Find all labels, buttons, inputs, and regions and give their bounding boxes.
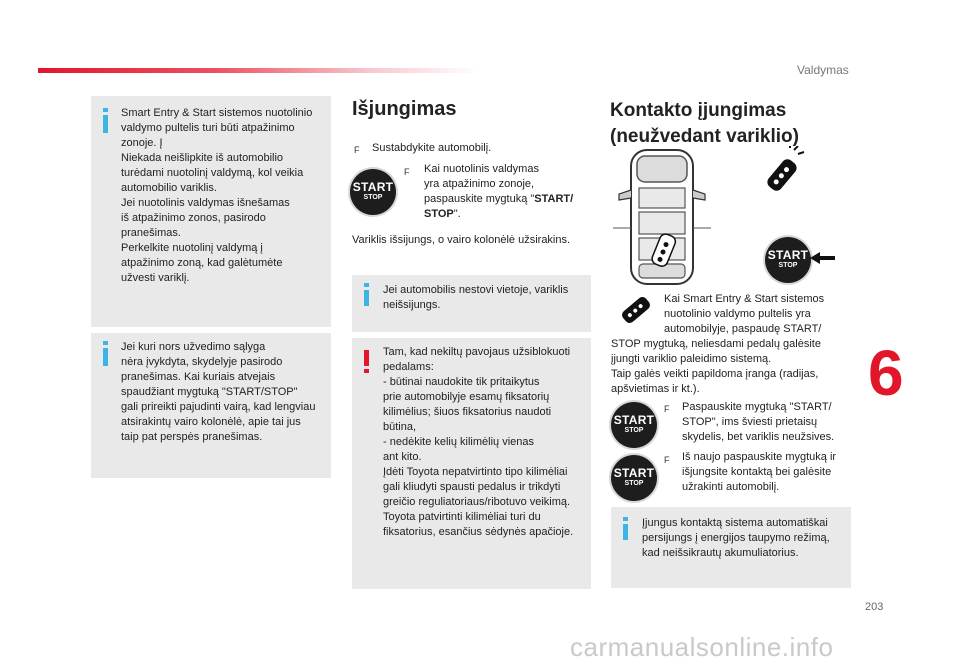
page-number: 203 (865, 601, 884, 613)
key-fob-icon (756, 146, 808, 204)
bullet-icon: F (404, 167, 410, 177)
key-fob-icon (616, 292, 656, 328)
start-stop-button-icon: START STOP (350, 169, 396, 215)
step-stop-vehicle: Sustabdykite automobilį. (372, 142, 492, 154)
warning-floor-mats-text: Tam, kad nekiltų pavojaus užsiblokuoti pedalams: - būtinai naudokite tik pritaikytus prie automobilyje esamų fiksatorių kilimėlius; šiuos fiksatorius naudoti būtina, - nedėkite kelių kilimėlių vienas ant kito. Įdėti Toyota nepatvirtinto tipo kilimėliai gali kliudyti spausti pedalus ir trikdyti greičio reguliatoriaus/ribotuvo veikimą. Toyota patvirtinti kilimėliai turi du fiksatorius, esančius sėdynės apačioje. (383, 346, 574, 538)
section-title: Valdymas (797, 63, 849, 77)
step-press-ignition-off: Iš naujo paspauskite mygtuką ir išjungsite kontaktą bei galėsite užrakinti automobilį. (682, 451, 837, 493)
info-icon (103, 348, 108, 366)
info-note-conditions-text: Jei kuri nors užvedimo sąlyga nėra įvykdyta, skydelyje pasirodo pranešimas. Kai kuriais atvejais spaudžiant mygtuką "START/STOP" gali prireikti pajudinti vairą, kad lengviau atsirakintų vairo kolonėlė, apie tai jus taip pat perspės pranešimas. (121, 341, 316, 443)
step-press-ignition-on: Paspauskite mygtuką "START/ STOP", ims šviesti prietaisų skydelis, bet variklis neužsives. (682, 401, 835, 443)
info-note-remote-text: Smart Entry & Start sistemos nuotolinio valdymo pultelis turi būti atpažinimo zonoje. Į Niekada neišlipkite iš automobilio turėdami nuotolinį valdymą, kol veikia automobilio variklis. Jei nuotolinis valdymas išnešamas iš atpažinimo zonos, pasirodo pranešimas. Perkelkite nuotolinį valdymą į atpažinimo zoną, kad galėtumėte užvesti variklį. (121, 107, 313, 284)
start-stop-button-icon: START STOP (765, 237, 811, 283)
chapter-number: 6 (868, 337, 904, 409)
info-icon (103, 115, 108, 133)
result-engine-off: Variklis išsijungs, o vairo kolonėlė užsirakins. (352, 234, 571, 246)
info-note-energy-saving (611, 507, 851, 588)
info-icon (364, 290, 369, 306)
warning-icon (364, 350, 369, 366)
info-note-remote (91, 96, 331, 327)
section-heading-ignition: Kontakto įjungimas (neužvedant variklio) (610, 100, 799, 147)
header-accent-bar (38, 68, 478, 73)
watermark: carmanualsonline.info (570, 632, 834, 662)
car-top-view-icon (611, 148, 713, 288)
bullet-icon: F (664, 455, 670, 465)
start-stop-button-icon: START STOP (611, 402, 657, 448)
ignition-description: STOP mygtuką, neliesdami pedalų galėsite įjungti variklio paleidimo sistemą. Taip galės veikti papildoma įranga (radijas, apšvietimas ir kt.). (611, 338, 821, 395)
step-press-start-stop: Kai nuotolinis valdymas yra atpažinimo zonoje, paspauskite mygtuką "START/ STOP". (424, 163, 574, 220)
section-heading-switch-off: Išjungimas (352, 98, 457, 120)
bullet-icon: F (354, 145, 360, 155)
warning-floor-mats (352, 338, 591, 589)
bullet-icon: F (664, 404, 670, 414)
arrow-icon (808, 251, 836, 265)
start-stop-button-icon: START STOP (611, 455, 657, 501)
info-note-energy-saving-text: Įjungus kontaktą sistema automatiškai persijungs į energijos taupymo režimą, kad neišsikrautų akumuliatorius. (642, 517, 830, 559)
info-note-not-stationary-text: Jei automobilis nestovi vietoje, variklis neišsijungs. (383, 284, 569, 311)
info-note-not-stationary (352, 275, 591, 332)
info-icon (623, 524, 628, 540)
info-note-conditions (91, 333, 331, 478)
ignition-description-indent: Kai Smart Entry & Start sistemos nuotolinio valdymo pultelis yra automobilyje, paspaudę START/ (664, 293, 825, 335)
